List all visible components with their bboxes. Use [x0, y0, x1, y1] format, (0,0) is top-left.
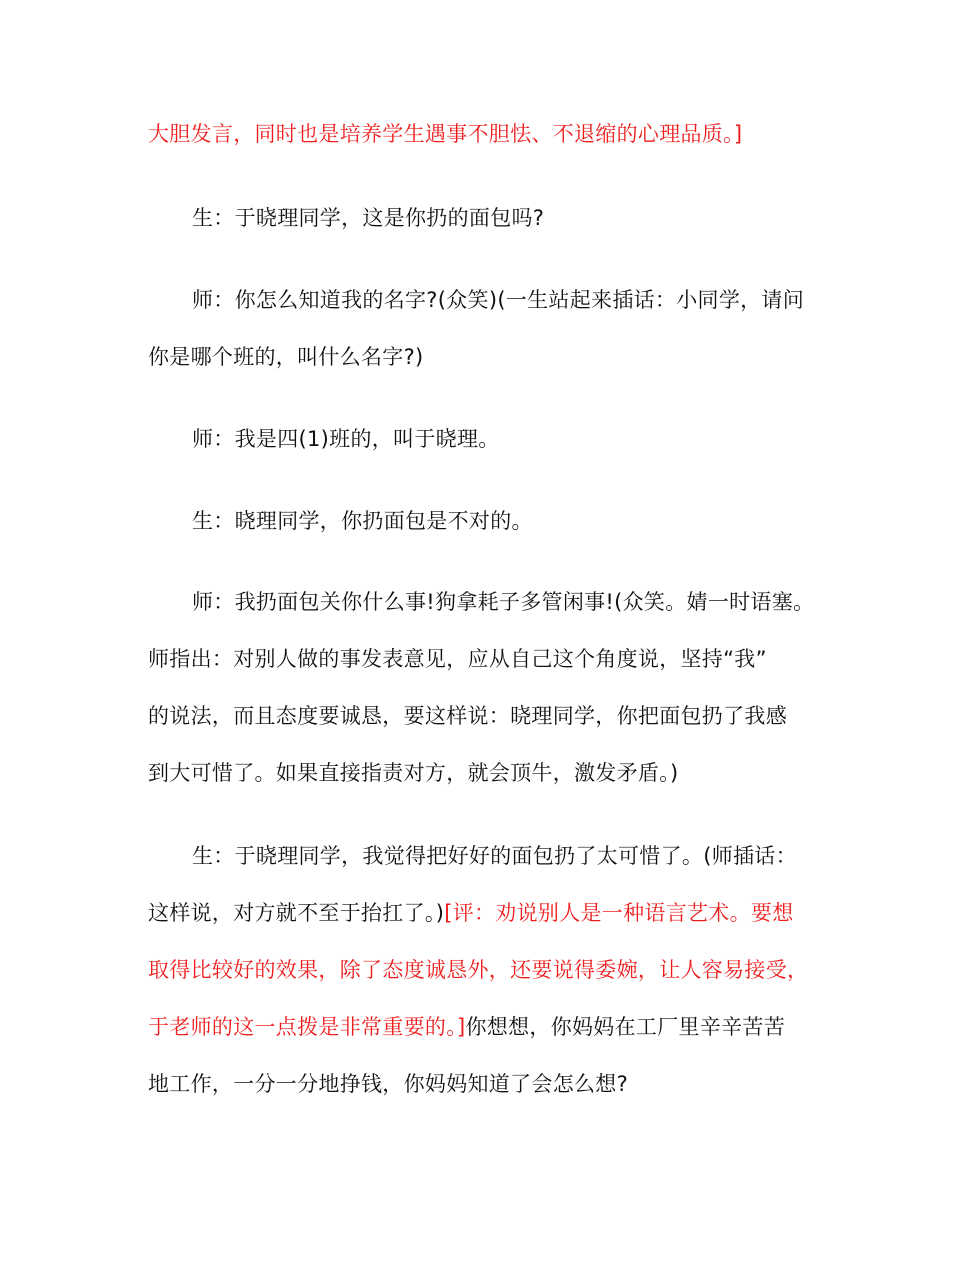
dialogue-line: 的说法，而且态度要诚恳，要这样说：晓理同学，你把面包扔了我感: [148, 704, 787, 728]
paragraph-student-statement: [148, 493, 838, 550]
dialogue-text: 这样说，对方就不至于抬扛了。): [148, 901, 445, 925]
dialogue-line: 生：于晓理同学，这是你扔的面包吗?: [192, 206, 545, 230]
dialogue-line: 师：我是四(1)班的，叫于晓理。: [192, 427, 500, 451]
dialogue-line: 到大可惜了。如果直接指责对方，就会顶牛，激发矛盾。): [148, 761, 679, 785]
mixed-line: [148, 999, 838, 1056]
paragraph-student-final: [148, 828, 838, 1113]
comment-text: [评：劝说别人是一种语言艺术。要想: [444, 901, 794, 925]
paragraph-teacher-guidance: [148, 574, 838, 802]
dialogue-line: 地工作，一分一分地挣钱，你妈妈知道了会怎么想?: [148, 1072, 629, 1096]
comment-text-line: 取得比较好的效果，除了态度诚恳外，还要说得委婉，让人容易接受，: [148, 958, 809, 982]
paragraph-comment-end: [148, 106, 838, 163]
dialogue-line: 你是哪个班的，叫什么名字?): [148, 345, 424, 369]
mixed-line: [148, 885, 838, 942]
dialogue-line: 师：你怎么知道我的名字?(众笑)(一生站起来插话：小同学，请问: [192, 288, 805, 312]
paragraph-teacher-class: [148, 411, 838, 468]
dialogue-line: 生：晓理同学，你扔面包是不对的。: [192, 509, 533, 533]
comment-text-line: 大胆发言，同时也是培养学生遇事不胆怯、不退缩的心理品质。]: [148, 122, 743, 146]
paragraph-student-question: [148, 190, 838, 247]
dialogue-line: 师：我扔面包关你什么事!狗拿耗子多管闲事!(众笑。婧一时语塞。: [192, 590, 815, 614]
paragraph-teacher-reply: [148, 272, 838, 386]
comment-text: 于老师的这一点拨是非常重要的。]: [148, 1015, 466, 1039]
dialogue-text: 你想想，你妈妈在工厂里辛辛苦苦: [465, 1015, 785, 1039]
dialogue-line: 生：于晓理同学，我觉得把好好的面包扔了太可惜了。(师插话：: [192, 844, 797, 868]
dialogue-line: 师指出：对别人做的事发表意见，应从自己这个角度说，坚持“我”: [148, 647, 767, 671]
